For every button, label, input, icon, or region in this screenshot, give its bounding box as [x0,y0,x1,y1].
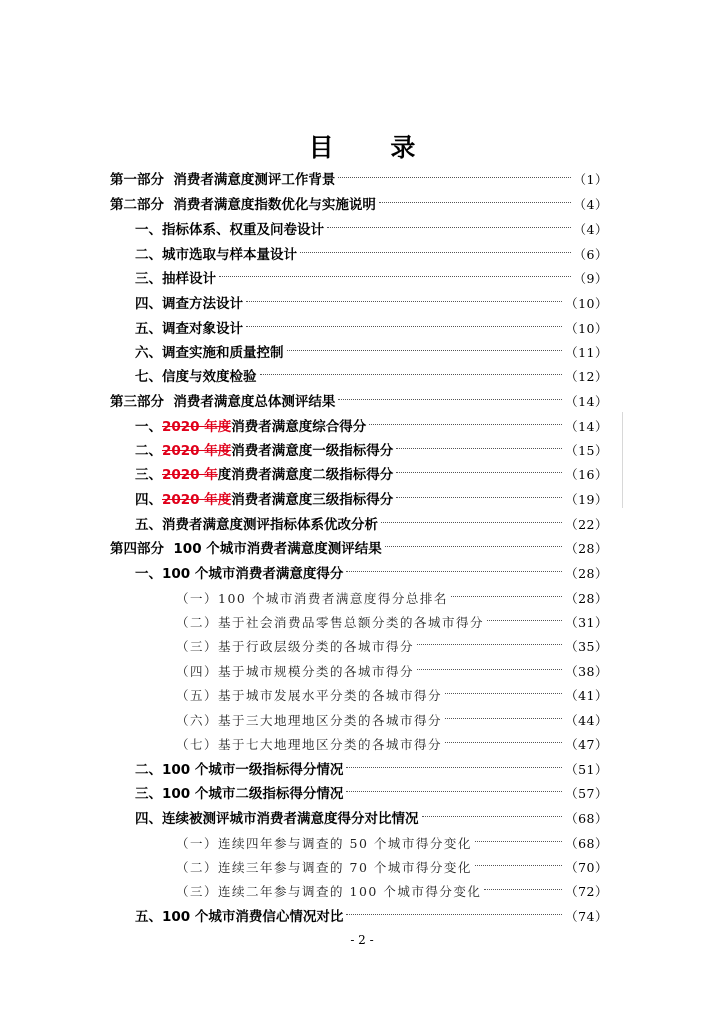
toc-entry-number: 七、 [135,369,162,385]
toc-entry-number: 四、 [135,492,162,508]
toc-page-number: （72） [565,884,608,899]
toc-entry-text: 消费者满意度指数优化与实施说明 [173,197,376,213]
toc-entry-number: （二） [176,860,219,875]
toc-page-number: （28） [565,541,608,556]
toc-entry-number: 第四部分 [110,541,164,557]
toc-page-number: （57） [565,786,608,801]
dot-leader [396,471,562,473]
toc-page-number: （16） [565,467,608,482]
dot-leader [346,570,562,572]
toc-entry-number: 一、 [135,222,162,238]
toc-entry-title [135,267,216,291]
toc-entry-title [135,488,393,512]
toc-page-number: （68） [565,811,608,826]
dot-leader [422,815,563,817]
toc-entry[interactable] [135,562,608,586]
toc-page-number: （10） [565,321,608,336]
toc-entry[interactable] [110,193,608,217]
toc-entry-title [135,415,366,439]
dot-leader [346,790,562,792]
toc-entry[interactable] [135,782,608,806]
toc-entry-title [135,218,324,242]
toc-entry-text: 调查对象设计 [162,321,243,337]
toc-entry-text: 消费者满意度三级指标得分 [231,492,394,508]
toc-entry[interactable] [110,168,608,192]
toc-entry-number: 一、 [135,566,162,582]
toc-entry-number: （二） [176,615,219,630]
toc-entry-number: （七） [176,737,219,752]
toc-entry[interactable] [176,660,608,684]
toc-entry-number: 三、 [135,467,162,483]
dot-leader [445,741,562,743]
toc-entry-text: 消费者满意度一级指标得分 [231,443,394,459]
toc-entry[interactable] [176,684,608,708]
dot-leader [327,226,571,228]
toc-entry[interactable] [176,587,608,611]
toc-entry-text: 消费者满意度测评工作背景 [173,172,336,188]
toc-entry-text: 连续被测评城市消费者满意度得分对比情况 [162,811,419,827]
toc-entry[interactable] [176,709,608,733]
toc-entry[interactable] [176,611,608,635]
toc-entry-number: （六） [176,713,219,728]
toc-entry-title [135,365,257,389]
toc-entry[interactable] [135,243,608,267]
toc-entry-number: 第一部分 [110,172,164,188]
toc-entry-number: 三、 [135,786,162,802]
toc-entry-number: （三） [176,884,219,899]
toc-entry-text: 100 个城市消费信心情况对比 [162,909,344,925]
dot-leader [381,521,562,523]
toc-entry-number: 四、 [135,296,162,312]
dot-leader [451,595,562,597]
toc-entry-title [135,463,393,487]
toc-entry-number: 二、 [135,762,162,778]
page-title: 目 录 [308,133,440,162]
toc-page-number: （74） [565,909,608,924]
toc-entry-title [135,562,343,586]
toc-entry[interactable] [135,463,608,487]
toc-entry[interactable] [110,537,608,561]
dot-leader [379,201,571,203]
toc-page-number: （41） [565,688,608,703]
toc-page-number: （19） [565,492,608,507]
toc-entry-text: 100 个城市消费者满意度得分总排名 [218,591,448,606]
toc-entry-number: 六、 [135,345,162,361]
toc-page-number: （22） [565,517,608,532]
toc-entry[interactable] [135,365,608,389]
toc-entry[interactable] [135,513,608,537]
toc-entry[interactable] [135,439,608,463]
toc-entry-title [135,782,343,806]
toc-entry-title [110,193,376,217]
toc-entry-text: 100 个城市消费者满意度得分 [162,566,344,582]
toc-page-number: （4） [573,222,608,237]
deleted-year-text: 2020 年度 [162,492,232,508]
dot-leader [346,766,562,768]
toc-entry-text: 调查方法设计 [162,296,243,312]
toc-entry-text: 消费者满意度总体测评结果 [173,394,336,410]
toc-entry[interactable] [135,218,608,242]
toc-entry[interactable] [135,758,608,782]
toc-entry-title [176,587,448,611]
toc-entry-text: 基于七大地理地区分类的各城市得分 [218,737,443,752]
toc-entry-text: 消费者满意度测评指标体系优改分析 [162,517,378,533]
toc-page-number: （14） [565,394,608,409]
dot-leader [417,668,562,670]
toc-page-number: （6） [573,247,608,262]
toc-page-number: （9） [573,271,608,286]
deleted-year-text: 2020 年度 [162,443,232,459]
toc-page-number: （11） [565,345,608,360]
toc-entry-number: 二、 [135,443,162,459]
dot-leader [219,275,571,277]
toc-entry[interactable] [135,267,608,291]
toc-page-number: （35） [565,639,608,654]
toc-entry-text: 城市选取与样本量设计 [162,247,297,263]
dot-leader [246,300,562,302]
toc-entry-number: 二、 [135,247,162,263]
toc-entry-title [135,513,378,537]
toc-entry[interactable] [176,733,608,757]
toc-entry-title [110,390,335,414]
toc-entry-title [176,684,442,708]
dot-leader [475,864,562,866]
margin-marker [622,412,623,508]
toc-entry-number: 三、 [135,271,162,287]
toc-page-number: （4） [573,197,608,212]
toc-entry-number: 五、 [135,909,162,925]
toc-entry[interactable] [135,341,608,365]
toc-entry-number: 第二部分 [110,197,164,213]
toc-entry-text: 100 个城市一级指标得分情况 [162,762,344,778]
toc-entry-text: 连续二年参与调查的 100 个城市得分变化 [218,884,482,899]
toc-entry-text: 调查实施和质量控制 [162,345,284,361]
toc-entry-title [135,439,393,463]
toc-entry-title [135,905,343,929]
toc-entry-text: 指标体系、权重及问卷设计 [162,222,324,238]
toc-entry-title [176,660,414,684]
toc-entry-title [176,856,472,880]
toc-entry-title [176,880,481,904]
toc-page-number: （51） [565,762,608,777]
page-number-footer: - 2 - [350,933,374,947]
toc-entry[interactable] [176,635,608,659]
toc-entry[interactable] [135,488,608,512]
toc-page-number: （70） [565,860,608,875]
dot-leader [445,717,562,719]
toc-entry-text: 连续三年参与调查的 70 个城市得分变化 [218,860,472,875]
toc-page-number: （15） [565,443,608,458]
toc-entry-text: 抽样设计 [162,271,216,287]
toc-entry-title [110,537,382,561]
toc-entry-title [110,168,335,192]
dot-leader [396,447,562,449]
toc-page-number: （14） [565,419,608,434]
toc-entry-text: 连续四年参与调查的 50 个城市得分变化 [218,836,472,851]
toc-entry-text: 基于三大地理地区分类的各城市得分 [218,713,443,728]
toc-page-number: （28） [565,566,608,581]
dot-leader [396,496,562,498]
toc-entry-number: （五） [176,688,219,703]
toc-entry-text: 基于社会消费品零售总额分类的各城市得分 [218,615,485,630]
toc-entry-number: 五、 [135,321,162,337]
toc-entry-text: 基于行政层级分类的各城市得分 [218,639,415,654]
toc-entry-text: 100 个城市消费者满意度测评结果 [173,541,382,557]
dot-leader [260,373,563,375]
deleted-year-text: 2020 年度 [162,419,232,435]
dot-leader [385,545,562,547]
toc-entry-number: （一） [176,591,219,606]
toc-entry-number: （三） [176,639,219,654]
deleted-year-text: 2020 年 [162,467,218,483]
toc-entry[interactable] [135,905,608,929]
dot-leader [287,349,563,351]
dot-leader [475,840,562,842]
toc-entry[interactable] [135,807,608,831]
toc-entry-text: 消费者满意度综合得分 [231,419,367,435]
toc-entry-text: 信度与效度检验 [162,369,257,385]
dot-leader [445,692,562,694]
toc-entry-text: 100 个城市二级指标得分情况 [162,786,344,802]
dot-leader [338,398,562,400]
toc-entry-title [135,292,243,316]
dot-leader [300,251,571,253]
toc-entry[interactable] [176,856,608,880]
toc-entry[interactable] [135,292,608,316]
toc-entry[interactable] [110,390,608,414]
dot-leader [338,176,570,178]
toc-entry-title [176,733,442,757]
toc-entry-number: 第三部分 [110,394,164,410]
toc-entry[interactable] [176,880,608,904]
toc-page-number: （31） [565,615,608,630]
toc-entry[interactable] [135,317,608,341]
toc-page-number: （68） [565,836,608,851]
toc-page-number: （28） [565,591,608,606]
dot-leader [369,423,562,425]
toc-entry-title [176,832,472,856]
dot-leader [417,643,562,645]
dot-leader [487,619,562,621]
dot-leader [484,888,562,890]
toc-entry-title [176,611,484,635]
toc-entry-title [135,758,343,782]
toc-page-number: （10） [565,296,608,311]
toc-entry[interactable] [135,415,608,439]
toc-entry-title [135,243,297,267]
toc-entry-number: （四） [176,664,219,679]
toc-entry-title [135,341,284,365]
toc-entry-number: （一） [176,836,219,851]
toc-page-number: （12） [565,369,608,384]
toc-page-number: （38） [565,664,608,679]
toc-entry-text: 基于城市发展水平分类的各城市得分 [218,688,443,703]
toc-page-number: （44） [565,713,608,728]
toc-entry-number: 五、 [135,517,162,533]
toc-entry-text: 度消费者满意度二级指标得分 [217,467,394,483]
toc-entry-number: 四、 [135,811,162,827]
toc-entry-title [176,709,442,733]
toc-page-number: （47） [565,737,608,752]
dot-leader [346,913,562,915]
toc-entry[interactable] [176,832,608,856]
toc-entry-number: 一、 [135,419,162,435]
toc-entry-title [135,807,419,831]
toc-entry-title [135,317,243,341]
dot-leader [246,325,562,327]
toc-entry-text: 基于城市规模分类的各城市得分 [218,664,415,679]
toc-page-number: （1） [573,172,608,187]
toc-entry-title [176,635,414,659]
